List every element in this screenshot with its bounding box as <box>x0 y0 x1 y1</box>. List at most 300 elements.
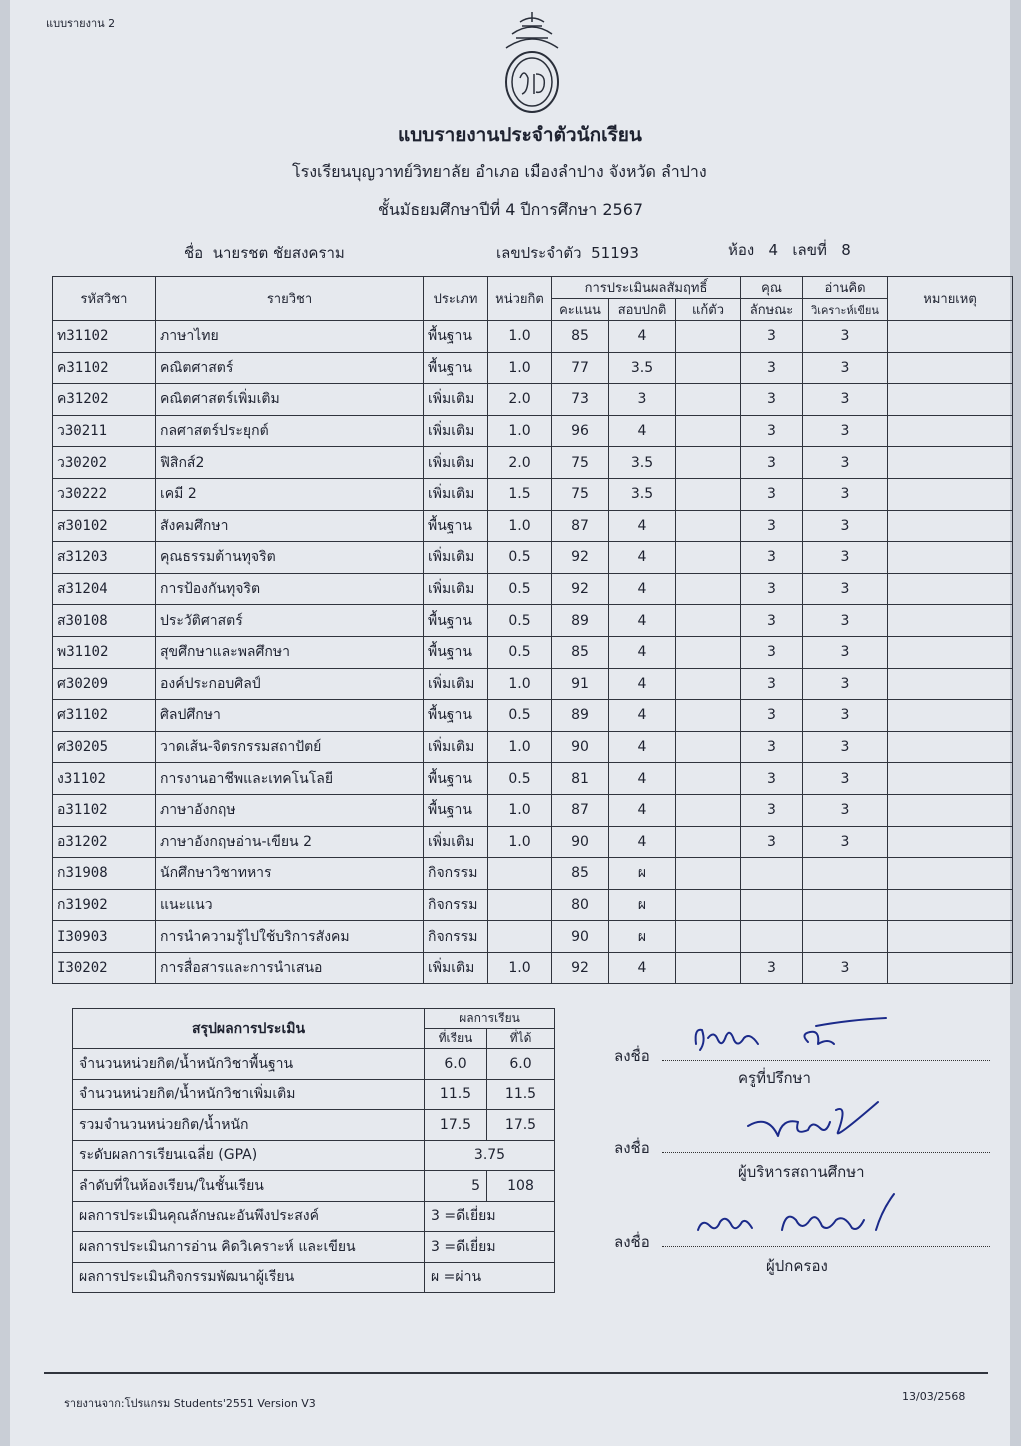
cell-code: ง31102 <box>53 763 156 795</box>
cell-credits: 1.5 <box>488 478 552 510</box>
cell-char: 3 <box>741 510 803 542</box>
name-label: ชื่อ <box>184 244 204 262</box>
cell-code: ศ30205 <box>53 731 156 763</box>
header-assessment: การประเมินผลสัมฤทธิ์ <box>552 277 741 299</box>
cell-subject: คุณธรรมต้านทุจริต <box>156 542 424 574</box>
cell-remark <box>888 731 1013 763</box>
footer-divider <box>44 1372 988 1374</box>
school-emblem-icon <box>498 8 566 116</box>
summary-row <box>73 1049 555 1080</box>
cell-remark <box>888 352 1013 384</box>
cell-credits <box>488 858 552 890</box>
cell-grade: 3 <box>609 384 676 416</box>
name-value: นายรชต ชัยสงคราม <box>212 244 345 262</box>
cell-code: พ31102 <box>53 636 156 668</box>
summary-earned-header: ที่ได้ <box>487 1029 555 1049</box>
cell-retake <box>676 321 741 353</box>
cell-read: 3 <box>803 668 888 700</box>
table-row <box>53 605 1013 637</box>
cell-char: 3 <box>741 573 803 605</box>
cell-remark <box>888 478 1013 510</box>
cell-subject: ภาษาอังกฤษอ่าน-เขียน 2 <box>156 826 424 858</box>
cell-read: 3 <box>803 510 888 542</box>
cell-remark <box>888 952 1013 984</box>
header-code: รหัสวิชา <box>53 277 156 321</box>
cell-read: 3 <box>803 384 888 416</box>
number-value: 8 <box>841 241 851 259</box>
cell-credits: 2.0 <box>488 447 552 479</box>
cell-retake <box>676 510 741 542</box>
cell-score: 92 <box>552 952 609 984</box>
cell-code: ค31102 <box>53 352 156 384</box>
table-row <box>53 952 1013 984</box>
cell-read: 3 <box>803 542 888 574</box>
table-row <box>53 889 1013 921</box>
summary-label: จำนวนหน่วยกิต/น้ำหนักวิชาพื้นฐาน <box>73 1049 425 1080</box>
report-title: แบบรายงานประจำตัวนักเรียน <box>398 124 642 146</box>
activity-value: ผ =ผ่าน <box>425 1262 555 1293</box>
cell-grade: 4 <box>609 636 676 668</box>
cell-remark <box>888 763 1013 795</box>
cell-type: เพิ่มเติม <box>424 384 488 416</box>
cell-code: ว30211 <box>53 415 156 447</box>
rank-row <box>73 1171 555 1202</box>
cell-credits: 0.5 <box>488 763 552 795</box>
cell-credits: 0.5 <box>488 700 552 732</box>
cell-retake <box>676 636 741 668</box>
cell-credits <box>488 921 552 953</box>
parent-title: ผู้ปกครอง <box>766 1257 828 1275</box>
cell-retake <box>676 542 741 574</box>
header-score: คะแนน <box>552 299 609 321</box>
rank-class: 108 <box>487 1171 555 1202</box>
cell-char: 3 <box>741 826 803 858</box>
summary-label: จำนวนหน่วยกิต/น้ำหนักวิชาเพิ่มเติม <box>73 1079 425 1110</box>
cell-score: 90 <box>552 731 609 763</box>
cell-subject: ประวัติศาสตร์ <box>156 605 424 637</box>
summary-label: รวมจำนวนหน่วยกิต/น้ำหนัก <box>73 1110 425 1141</box>
cell-code: ค31202 <box>53 384 156 416</box>
cell-remark <box>888 573 1013 605</box>
cell-score: 85 <box>552 636 609 668</box>
school-line: โรงเรียนบุญวาทย์วิทยาลัย อำเภอ เมืองลำปาง จังหวัด ลำปาง <box>292 162 707 181</box>
cell-credits <box>488 889 552 921</box>
cell-retake <box>676 415 741 447</box>
activity-row <box>73 1262 555 1293</box>
cell-grade: 4 <box>609 542 676 574</box>
cell-subject: ฟิสิกส์2 <box>156 447 424 479</box>
cell-retake <box>676 668 741 700</box>
cell-grade: ผ <box>609 889 676 921</box>
cell-credits: 1.0 <box>488 510 552 542</box>
desired-value: 3 =ดีเยี่ยม <box>425 1201 555 1232</box>
cell-type: เพิ่มเติม <box>424 415 488 447</box>
header-char-bottom: ลักษณะ <box>741 299 803 321</box>
summary-earned: 6.0 <box>487 1049 555 1080</box>
cell-read: 3 <box>803 321 888 353</box>
cell-read: 3 <box>803 352 888 384</box>
cell-read <box>803 858 888 890</box>
cell-remark <box>888 384 1013 416</box>
rank-room: 5 <box>425 1171 487 1202</box>
cell-char: 3 <box>741 542 803 574</box>
cell-read: 3 <box>803 636 888 668</box>
table-row <box>53 763 1013 795</box>
cell-score: 87 <box>552 510 609 542</box>
cell-read: 3 <box>803 415 888 447</box>
desired-label: ผลการประเมินคุณลักษณะอันพึงประสงค์ <box>73 1201 425 1232</box>
cell-type: เพิ่มเติม <box>424 542 488 574</box>
summary-row <box>73 1079 555 1110</box>
summary-title: สรุปผลการประเมิน <box>73 1009 425 1049</box>
cell-score: 81 <box>552 763 609 795</box>
cell-remark <box>888 605 1013 637</box>
table-row <box>53 352 1013 384</box>
cell-score: 80 <box>552 889 609 921</box>
cell-char: 3 <box>741 321 803 353</box>
table-row <box>53 573 1013 605</box>
cell-code: อ31102 <box>53 794 156 826</box>
cell-code: ก31908 <box>53 858 156 890</box>
cell-retake <box>676 573 741 605</box>
cell-code: ท31102 <box>53 321 156 353</box>
cell-code: ว30202 <box>53 447 156 479</box>
cell-char <box>741 921 803 953</box>
cell-type: พื้นฐาน <box>424 352 488 384</box>
id-value: 51193 <box>591 244 639 262</box>
cell-subject: องค์ประกอบศิลป์ <box>156 668 424 700</box>
cell-char: 3 <box>741 668 803 700</box>
gpa-row <box>73 1140 555 1171</box>
cell-char <box>741 858 803 890</box>
cell-read <box>803 889 888 921</box>
director-title: ผู้บริหารสถานศึกษา <box>738 1163 865 1181</box>
cell-read: 3 <box>803 731 888 763</box>
reading-row <box>73 1232 555 1263</box>
cell-subject: เคมี 2 <box>156 478 424 510</box>
cell-score: 75 <box>552 447 609 479</box>
cell-subject: ศิลปศึกษา <box>156 700 424 732</box>
cell-remark <box>888 889 1013 921</box>
summary-studied: 17.5 <box>425 1110 487 1141</box>
header-retake: แก้ตัว <box>676 299 741 321</box>
cell-score: 75 <box>552 478 609 510</box>
form-label: แบบรายงาน 2 <box>46 17 116 30</box>
table-row <box>53 510 1013 542</box>
cell-char: 3 <box>741 447 803 479</box>
cell-char: 3 <box>741 605 803 637</box>
cell-type: พื้นฐาน <box>424 794 488 826</box>
cell-code: ก31902 <box>53 889 156 921</box>
cell-subject: การสื่อสารและการนำเสนอ <box>156 952 424 984</box>
cell-type: เพิ่มเติม <box>424 478 488 510</box>
cell-type: เพิ่มเติม <box>424 573 488 605</box>
cell-credits: 0.5 <box>488 573 552 605</box>
cell-read: 3 <box>803 478 888 510</box>
cell-grade: 4 <box>609 763 676 795</box>
cell-subject: แนะแนว <box>156 889 424 921</box>
header-normal: สอบปกติ <box>609 299 676 321</box>
cell-remark <box>888 826 1013 858</box>
cell-score: 92 <box>552 542 609 574</box>
cell-grade: ผ <box>609 921 676 953</box>
cell-type: พื้นฐาน <box>424 321 488 353</box>
header-remark: หมายเหตุ <box>888 277 1013 321</box>
cell-type: พื้นฐาน <box>424 700 488 732</box>
cell-type: พื้นฐาน <box>424 605 488 637</box>
cell-subject: การนำความรู้ไปใช้บริการสังคม <box>156 921 424 953</box>
cell-score: 85 <box>552 858 609 890</box>
cell-grade: 4 <box>609 573 676 605</box>
cell-code: ว30222 <box>53 478 156 510</box>
footer-source: รายงานจาก:โปรแกรม Students'2551 Version V3 <box>64 1397 316 1410</box>
room-label: ห้อง <box>728 241 755 259</box>
advisor-signature <box>688 1014 888 1064</box>
cell-type: กิจกรรม <box>424 889 488 921</box>
cell-grade: 4 <box>609 321 676 353</box>
cell-subject: วาดเส้น-จิตรกรรมสถาปัตย์ <box>156 731 424 763</box>
cell-type: เพิ่มเติม <box>424 447 488 479</box>
cell-char: 3 <box>741 478 803 510</box>
desired-row <box>73 1201 555 1232</box>
cell-char: 3 <box>741 700 803 732</box>
advisor-sign-label: ลงชื่อ <box>614 1047 650 1065</box>
cell-char: 3 <box>741 415 803 447</box>
cell-score: 87 <box>552 794 609 826</box>
table-row <box>53 668 1013 700</box>
cell-grade: ผ <box>609 858 676 890</box>
cell-score: 90 <box>552 921 609 953</box>
cell-score: 77 <box>552 352 609 384</box>
rank-label: ลำดับที่ในห้องเรียน/ในชั้นเรียน <box>73 1171 425 1202</box>
gpa-value: 3.75 <box>425 1140 555 1171</box>
report-card-page <box>10 0 1010 1446</box>
cell-grade: 3.5 <box>609 478 676 510</box>
cell-credits: 0.5 <box>488 542 552 574</box>
cell-retake <box>676 700 741 732</box>
director-signature <box>738 1096 888 1156</box>
student-name <box>184 241 345 265</box>
grades-table <box>52 276 1013 984</box>
table-row <box>53 542 1013 574</box>
cell-char <box>741 889 803 921</box>
cell-credits: 1.0 <box>488 352 552 384</box>
cell-type: เพิ่มเติม <box>424 952 488 984</box>
cell-grade: 4 <box>609 731 676 763</box>
header-read-top: อ่านคิด <box>803 277 888 299</box>
cell-subject: คณิตศาสตร์ <box>156 352 424 384</box>
cell-score: 73 <box>552 384 609 416</box>
cell-retake <box>676 605 741 637</box>
parent-signature <box>686 1190 906 1250</box>
cell-type: พื้นฐาน <box>424 763 488 795</box>
cell-credits: 1.0 <box>488 668 552 700</box>
room-value: 4 <box>768 241 779 259</box>
cell-score: 89 <box>552 700 609 732</box>
cell-type: เพิ่มเติม <box>424 731 488 763</box>
number-label: เลขที่ <box>792 241 827 259</box>
cell-retake <box>676 952 741 984</box>
cell-read: 3 <box>803 952 888 984</box>
cell-remark <box>888 668 1013 700</box>
cell-retake <box>676 478 741 510</box>
cell-credits: 2.0 <box>488 384 552 416</box>
table-row <box>53 384 1013 416</box>
cell-score: 85 <box>552 321 609 353</box>
cell-read: 3 <box>803 605 888 637</box>
cell-read <box>803 921 888 953</box>
summary-table <box>72 1008 555 1293</box>
cell-retake <box>676 447 741 479</box>
cell-credits: 1.0 <box>488 952 552 984</box>
cell-grade: 4 <box>609 952 676 984</box>
header-read-bottom: วิเคราะห์เขียน <box>803 299 888 321</box>
cell-score: 92 <box>552 573 609 605</box>
cell-type: กิจกรรม <box>424 921 488 953</box>
cell-credits: 0.5 <box>488 636 552 668</box>
gpa-label: ระดับผลการเรียนเฉลี่ย (GPA) <box>73 1140 425 1171</box>
cell-grade: 4 <box>609 605 676 637</box>
cell-subject: ภาษาอังกฤษ <box>156 794 424 826</box>
cell-grade: 4 <box>609 794 676 826</box>
table-row <box>53 921 1013 953</box>
cell-remark <box>888 921 1013 953</box>
cell-char: 3 <box>741 384 803 416</box>
cell-code: ศ30209 <box>53 668 156 700</box>
cell-remark <box>888 794 1013 826</box>
cell-subject: สังคมศึกษา <box>156 510 424 542</box>
cell-score: 91 <box>552 668 609 700</box>
table-row <box>53 700 1013 732</box>
cell-code: ศ31102 <box>53 700 156 732</box>
cell-retake <box>676 731 741 763</box>
cell-grade: 3.5 <box>609 447 676 479</box>
advisor-title: ครูที่ปรึกษา <box>738 1069 811 1087</box>
cell-code: ส30102 <box>53 510 156 542</box>
summary-studied-header: ที่เรียน <box>425 1029 487 1049</box>
table-row <box>53 415 1013 447</box>
footer-date: 13/03/2568 <box>902 1390 966 1403</box>
cell-type: พื้นฐาน <box>424 636 488 668</box>
cell-read: 3 <box>803 447 888 479</box>
cell-read: 3 <box>803 826 888 858</box>
cell-grade: 3.5 <box>609 352 676 384</box>
cell-credits: 0.5 <box>488 605 552 637</box>
cell-retake <box>676 763 741 795</box>
cell-retake <box>676 794 741 826</box>
header-char-top: คุณ <box>741 277 803 299</box>
cell-remark <box>888 415 1013 447</box>
header-subject: รายวิชา <box>156 277 424 321</box>
cell-code: I30903 <box>53 921 156 953</box>
cell-char: 3 <box>741 763 803 795</box>
summary-earned: 17.5 <box>487 1110 555 1141</box>
cell-read: 3 <box>803 700 888 732</box>
cell-char: 3 <box>741 352 803 384</box>
id-label: เลขประจำตัว <box>496 244 582 262</box>
cell-score: 90 <box>552 826 609 858</box>
cell-char: 3 <box>741 731 803 763</box>
cell-remark <box>888 858 1013 890</box>
table-row <box>53 636 1013 668</box>
cell-subject: สุขศึกษาและพลศึกษา <box>156 636 424 668</box>
table-row <box>53 478 1013 510</box>
header-credits: หน่วยกิต <box>488 277 552 321</box>
cell-subject: คณิตศาสตร์เพิ่มเติม <box>156 384 424 416</box>
cell-retake <box>676 826 741 858</box>
cell-read: 3 <box>803 763 888 795</box>
cell-subject: ภาษาไทย <box>156 321 424 353</box>
cell-read: 3 <box>803 794 888 826</box>
cell-subject: การงานอาชีพและเทคโนโลยี <box>156 763 424 795</box>
summary-results-header: ผลการเรียน <box>425 1009 555 1029</box>
cell-grade: 4 <box>609 415 676 447</box>
cell-code: อ31202 <box>53 826 156 858</box>
cell-retake <box>676 858 741 890</box>
table-row <box>53 858 1013 890</box>
activity-label: ผลการประเมินกิจกรรมพัฒนาผู้เรียน <box>73 1262 425 1293</box>
cell-remark <box>888 700 1013 732</box>
cell-credits: 1.0 <box>488 415 552 447</box>
summary-row <box>73 1110 555 1141</box>
cell-char: 3 <box>741 636 803 668</box>
cell-grade: 4 <box>609 668 676 700</box>
cell-retake <box>676 352 741 384</box>
cell-credits: 1.0 <box>488 731 552 763</box>
cell-remark <box>888 542 1013 574</box>
cell-code: ส31204 <box>53 573 156 605</box>
reading-label: ผลการประเมินการอ่าน คิดวิเคราะห์ และเขียน <box>73 1232 425 1263</box>
summary-studied: 11.5 <box>425 1079 487 1110</box>
cell-credits: 1.0 <box>488 826 552 858</box>
cell-score: 96 <box>552 415 609 447</box>
parent-sign-label: ลงชื่อ <box>614 1233 650 1251</box>
cell-char: 3 <box>741 794 803 826</box>
cell-read: 3 <box>803 573 888 605</box>
cell-char: 3 <box>741 952 803 984</box>
cell-remark <box>888 510 1013 542</box>
cell-retake <box>676 889 741 921</box>
cell-retake <box>676 384 741 416</box>
summary-studied: 6.0 <box>425 1049 487 1080</box>
cell-remark <box>888 321 1013 353</box>
table-row <box>53 826 1013 858</box>
cell-subject: การป้องกันทุจริต <box>156 573 424 605</box>
header-type: ประเภท <box>424 277 488 321</box>
cell-remark <box>888 636 1013 668</box>
table-row <box>53 321 1013 353</box>
cell-type: เพิ่มเติม <box>424 668 488 700</box>
cell-code: ส31203 <box>53 542 156 574</box>
cell-code: I30202 <box>53 952 156 984</box>
table-row <box>53 731 1013 763</box>
cell-grade: 4 <box>609 826 676 858</box>
cell-credits: 1.0 <box>488 321 552 353</box>
student-room <box>728 238 851 262</box>
cell-code: ส30108 <box>53 605 156 637</box>
cell-subject: กลศาสตร์ประยุกต์ <box>156 415 424 447</box>
cell-remark <box>888 447 1013 479</box>
cell-type: กิจกรรม <box>424 858 488 890</box>
table-row <box>53 794 1013 826</box>
cell-credits: 1.0 <box>488 794 552 826</box>
cell-score: 89 <box>552 605 609 637</box>
cell-type: พื้นฐาน <box>424 510 488 542</box>
student-id <box>496 241 639 265</box>
cell-type: เพิ่มเติม <box>424 826 488 858</box>
cell-subject: นักศึกษาวิชาทหาร <box>156 858 424 890</box>
cell-grade: 4 <box>609 700 676 732</box>
